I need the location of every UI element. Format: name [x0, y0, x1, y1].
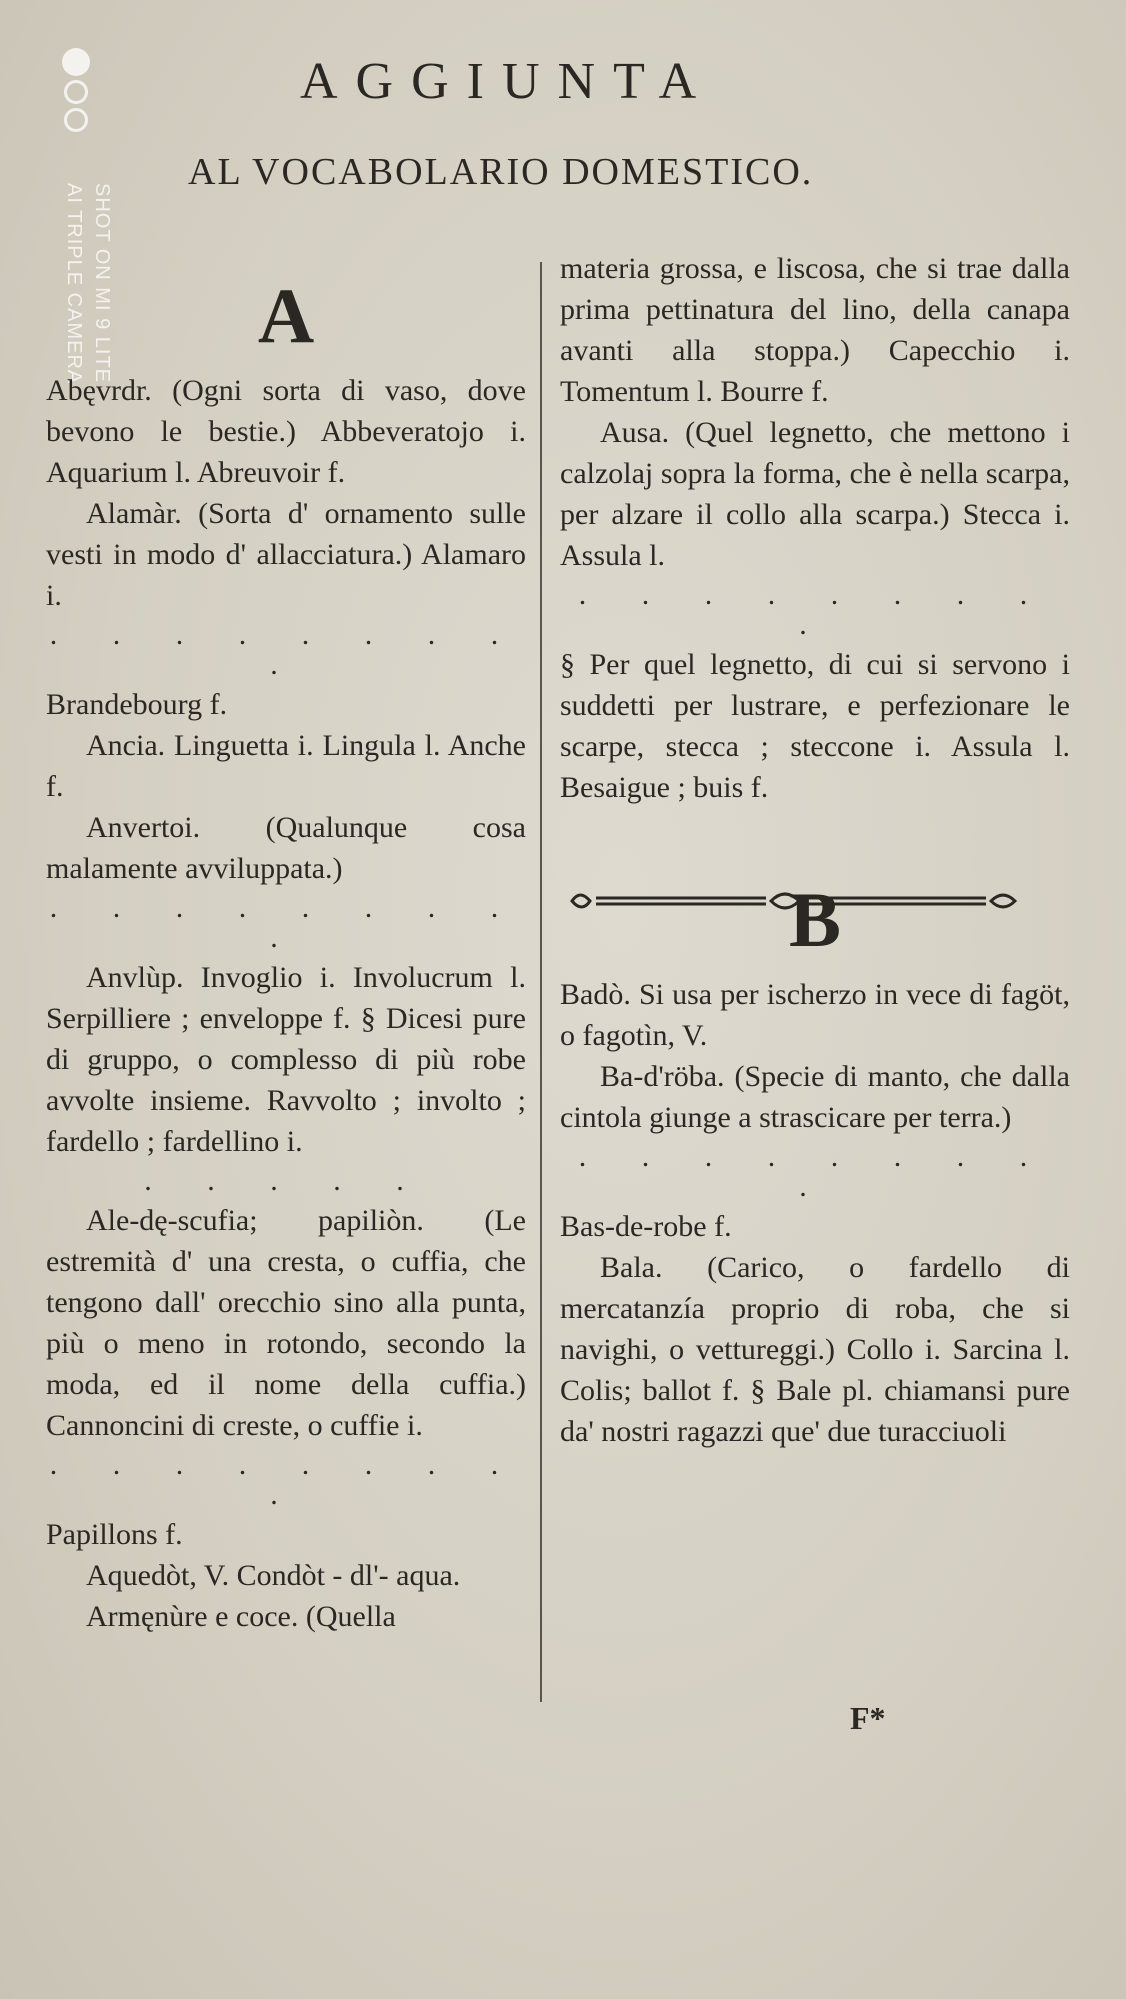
watermark-line1: SHOT ON MI 9 LITE [91, 183, 113, 383]
dotted-leader: . . . . . . . . . [49, 618, 523, 681]
entry-abevrdr: Abęvrdr. (Ogni sorta di vaso, dove bevono le bestie.) Abbeveratojo i. Aquarium l. Abreuvoir f. [46, 374, 526, 489]
right-column [560, 248, 1070, 1452]
entry-bado: Badò. Si usa per ischerzo in vece di fagöt, o fagotìn, V. [560, 978, 1070, 1052]
column-divider [540, 262, 542, 1702]
dotted-leader: . . . . . . . . . [578, 578, 1052, 641]
entry-anvertoi: Anvertoi. (Qualunque cosa malamente avviluppata.) [46, 811, 526, 885]
dotted-leader: . . . . . . . . . [49, 1448, 523, 1511]
dot-icon [62, 48, 90, 76]
entry-aquedot: Aquedòt, V. Condòt - dl'- aqua. [86, 1559, 461, 1592]
entry-ausa-sub: § Per quel legnetto, di cui si servono i suddetti per lustrare, e perfezionare le scarpe, stecca ; steccone i. Assula l. Besaigue ; buis f. [560, 648, 1070, 804]
dotted-leader: . . . . . . . . . [49, 891, 523, 954]
signature-mark: F* [850, 1700, 886, 1736]
page-title: AGGIUNTA [300, 53, 715, 110]
left-column [46, 268, 526, 1637]
entry-alamar: Alamàr. (Sorta d' ornamento sulle vesti in modo d' allacciatura.) Alamaro i. [46, 497, 526, 612]
entry-bas-de-robe: Bas-de-robe f. [560, 1210, 732, 1243]
entry-ausa: Ausa. (Quel legnetto, che mettono i calzolaj sopra la forma, che è nella scarpa, per alzare il collo alla scarpa.) Stecca i. Assula l. [560, 416, 1070, 572]
camera-watermark [56, 48, 113, 385]
section-letter-b: B [788, 876, 842, 963]
entry-bala: Bala. (Carico, o fardello di mercatanzía proprio di roba, che si navighi, o vettureggi.) Collo i. Sarcina l. Colis; ballot f. § Bale pl. chiamansi pure da' nostri ragazzi que' due turacciuoli [560, 1251, 1070, 1448]
section-letter-a: A [257, 272, 315, 359]
entry-alamar-french: Brandebourg f. [46, 688, 228, 721]
ring-icon [64, 108, 88, 132]
dotted-leader: . . . . . . . . . [578, 1140, 1052, 1203]
ornament-divider-icon [566, 886, 1036, 916]
page-subtitle: AL VOCABOLARIO DOMESTICO. [188, 151, 814, 193]
entry-ba-droba: Ba-d'röba. (Specie di manto, che dalla cintola giunge a strascicare per terra.) [560, 1060, 1070, 1134]
ring-icon [64, 80, 88, 104]
entry-ale-de-scufia: Ale-dę-scufia; papiliòn. (Le estremità d' una cresta, o cuffia, che tengono dall' orecchio sino alla punta, più o meno in rotondo, secondo la moda, ed il nome della cuffia.) Cannoncini di creste, o cuffie i. [46, 1204, 526, 1442]
entry-papillons: Papillons f. [46, 1518, 183, 1551]
entry-armenure: Armęnùre e coce. (Quella [86, 1600, 396, 1633]
watermark-line2: AI TRIPLE CAMERA [63, 183, 85, 385]
entry-ancia: Ancia. Linguetta i. Lingula l. Anche f. [46, 729, 526, 803]
entry-continued: materia grossa, e liscosa, che si trae dalla prima pettinatura del lino, della canapa avanti alla stoppa.) Capecchio i. Tomentum l. Bourre f. [560, 252, 1070, 408]
ornament-spacer [560, 808, 1070, 872]
dotted-leader: . . . . . [144, 1164, 428, 1197]
entry-anvlup: Anvlùp. Invoglio i. Involucrum l. Serpilliere ; enveloppe f. § Dicesi pure di gruppo, o complesso di più robe avvolte insieme. Ravvolto ; involto ; fardello ; fardellino i. [46, 961, 526, 1158]
watermark-dots [56, 48, 96, 132]
